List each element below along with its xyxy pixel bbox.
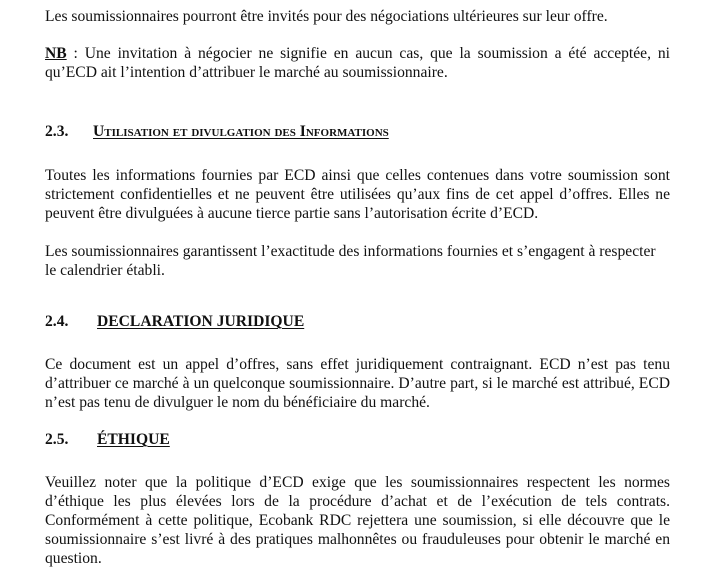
section-title: Utilisation et divulgation des Informations [93,123,389,140]
section-number: 2.4. [45,313,69,330]
nb-text: : Une invitation à négocier ne signifie en aucun cas, que la soumission a été acceptée, ni qu’ECD ait l’intention d’attribuer le marché au soumissionnaire. [45,45,670,81]
intro-paragraph: Les soumissionnaires pourront être invités pour des négociations ultérieures sur leur offre. [45,8,608,25]
section-title: DECLARATION JURIDIQUE [97,313,305,330]
section-title: ÉTHIQUE [97,431,170,448]
section-number: 2.5. [45,431,69,448]
section-2-5-heading [45,430,170,449]
section-2-5-paragraph-1: Veuillez noter que la politique d’ECD exige que les soumissionnaires respectent les normes d’éthique les plus élevées lors de la procédure d’achat et de l’exécution de tels contrats. Conformément à cette politique, Ecobank RDC rejettera une soumission, si elle découvre que le soumissionnaire s’est livré à des pratiques malhonnêtes ou frauduleuses pour obtenir le marché en question. [45,474,670,567]
section-2-4-paragraph-1: Ce document est un appel d’offres, sans effet juridiquement contraignant. ECD n’est pas tenu d’attribuer ce marché à un quelconque soumissionnaire. D’autre part, si le marché est attribué, ECD n’est pas tenu de divulguer le nom du bénéficiaire du marché. [45,356,670,411]
section-2-3-paragraph-1: Toutes les informations fournies par ECD ainsi que celles contenues dans votre soumission sont strictement confidentielles et ne peuvent être utilisées qu’aux fins de cet appel d’offres. Elles ne peuvent être divulguées à aucune tierce partie sans l’autorisation écrite d’ECD. [45,167,670,222]
section-2-4-heading [45,312,304,331]
section-number: 2.3. [45,123,69,140]
nb-paragraph [45,44,670,82]
nb-label: NB [45,45,67,62]
section-2-3-heading [45,122,389,141]
section-2-3-paragraph-2: Les soumissionnaires garantissent l’exactitude des informations fournies et s’engagent à respecter le calendrier établi. [45,243,656,279]
